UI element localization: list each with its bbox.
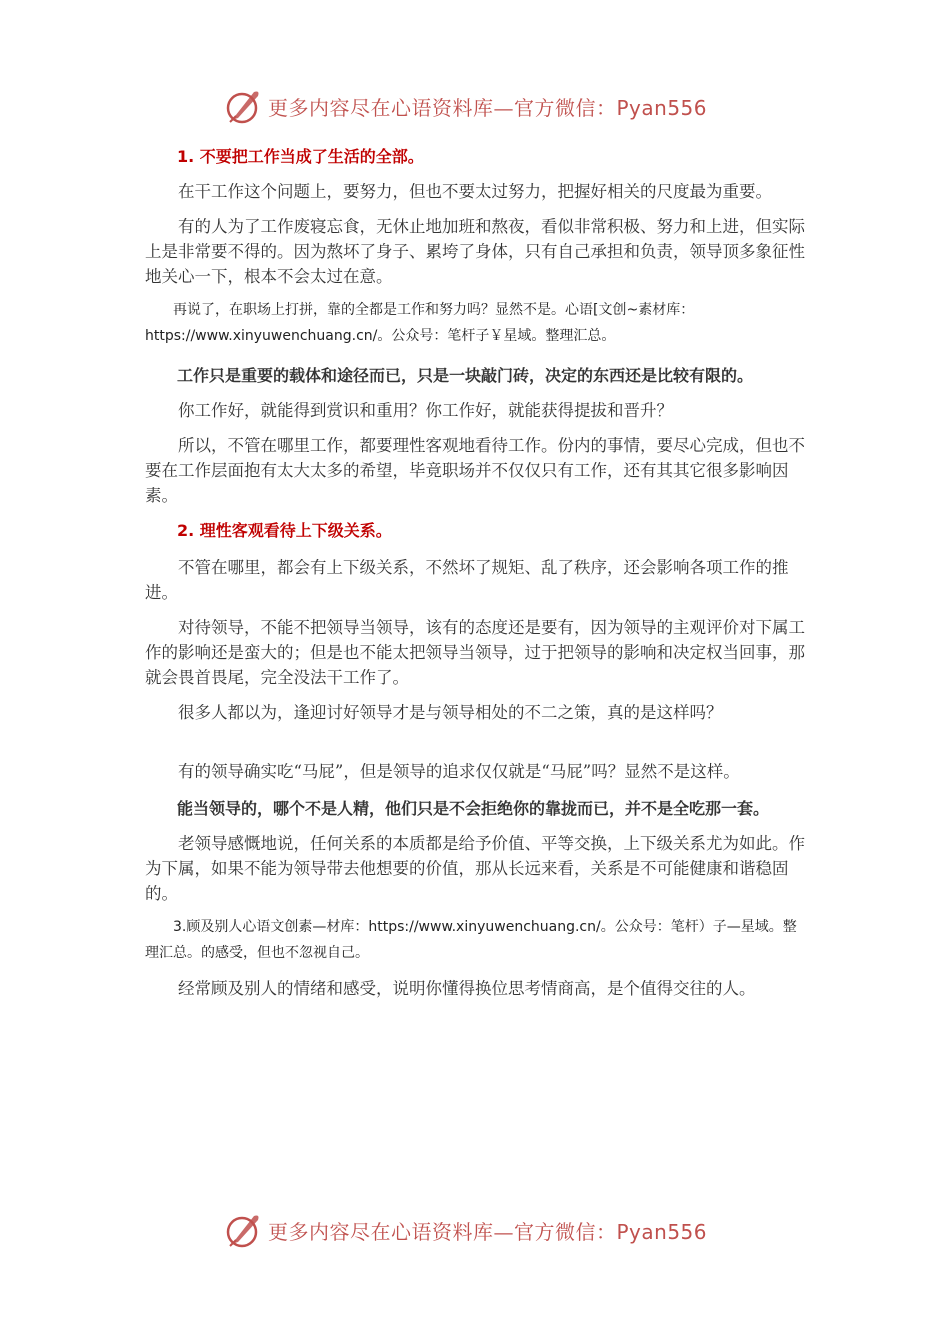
wechat-label: 官方微信：Pyan556 — [514, 96, 708, 120]
paragraph-bold: 工作只是重要的载体和途径而已，只是一块敲门砖，决定的东西还是比较有限的。 — [177, 366, 754, 385]
banner-text: 更多内容尽在心语资料库—官方微信：Pyan556 — [268, 1220, 708, 1244]
wechat-label: 官方微信：Pyan556 — [514, 1220, 708, 1244]
paragraph: 所以，不管在哪里工作，都要理性客观地看待工作。份内的事情，要尽心完成，但也不要在工作层面抱有太大太多的希望，毕竟职场并不仅仅只有工作，还有其其它很多影响因素。 — [145, 436, 805, 505]
paragraph: 在干工作这个问题上，要努力，但也不要太过努力，把握好相关的尺度最为重要。 — [178, 182, 772, 201]
footer-banner — [0, 1208, 950, 1256]
paragraph: 有的领导确实吃“马屁”，但是领导的追求仅仅就是“马屁”吗？显然不是这样。 — [178, 762, 740, 781]
paragraph: 经常顾及别人的情绪和感受，说明你懂得换位思考情商高，是个值得交往的人。 — [178, 979, 756, 998]
paragraph: 有的人为了工作废寝忘食，无休止地加班和熬夜，看似非常积极、努力和上进，但实际上是非常要不得的。因为熬坏了身子、累垮了身体，只有自己承担和负责，领导顶多象征性地关心一下，根本不会太过在意。 — [145, 217, 805, 286]
paragraph-source-note: 3.顾及别人心语文创素—材库：https://www.xinyuwenchuang.cn/。公众号：笔杆）子—星域。整理汇总。的感受，但也不忽视自己。 — [145, 919, 797, 961]
banner-text: 更多内容尽在心语资料库—官方微信：Pyan556 — [268, 96, 708, 120]
paragraph: 对待领导，不能不把领导当领导，该有的态度还是要有，因为领导的主观评价对下属工作的影响还是蛮大的；但是也不能太把领导当领导，过于把领导的影响和决定权当回事，那就会畏首畏尾，完全没法干工作了。 — [145, 618, 805, 687]
paragraph-bold: 能当领导的，哪个不是人精，他们只是不会拒绝你的靠拢而已，并不是全吃那一套。 — [177, 799, 770, 818]
quill-logo-icon — [224, 1210, 264, 1250]
paragraph-source-note: 再说了，在职场上打拼，靠的全都是工作和努力吗？显然不是。心语[文创~素材库：https://www.xinyuwenchuang.cn/。公众号：笔杆子￥星域。整理汇总。 — [145, 302, 695, 344]
paragraph: 很多人都以为，逢迎讨好领导才是与领导相处的不二之策，真的是这样吗？ — [178, 703, 723, 722]
section-heading-1: 1. 不要把工作当成了生活的全部。 — [177, 147, 424, 166]
document-body — [145, 138, 807, 1001]
quill-logo-icon — [224, 86, 264, 126]
paragraph: 老领导感慨地说，任何关系的本质都是给予价值、平等交换，上下级关系尤为如此。作为下属，如果不能为领导带去他想要的价值，那从长远来看，关系是不可能健康和谐稳固的。 — [145, 834, 805, 903]
section-heading-2: 2. 理性客观看待上下级关系。 — [177, 521, 392, 540]
paragraph: 不管在哪里，都会有上下级关系，不然坏了规矩、乱了秩序，还会影响各项工作的推进。 — [145, 558, 789, 602]
header-banner — [0, 84, 950, 132]
paragraph: 你工作好，就能得到赏识和重用？你工作好，就能获得提拔和晋升？ — [178, 401, 673, 420]
